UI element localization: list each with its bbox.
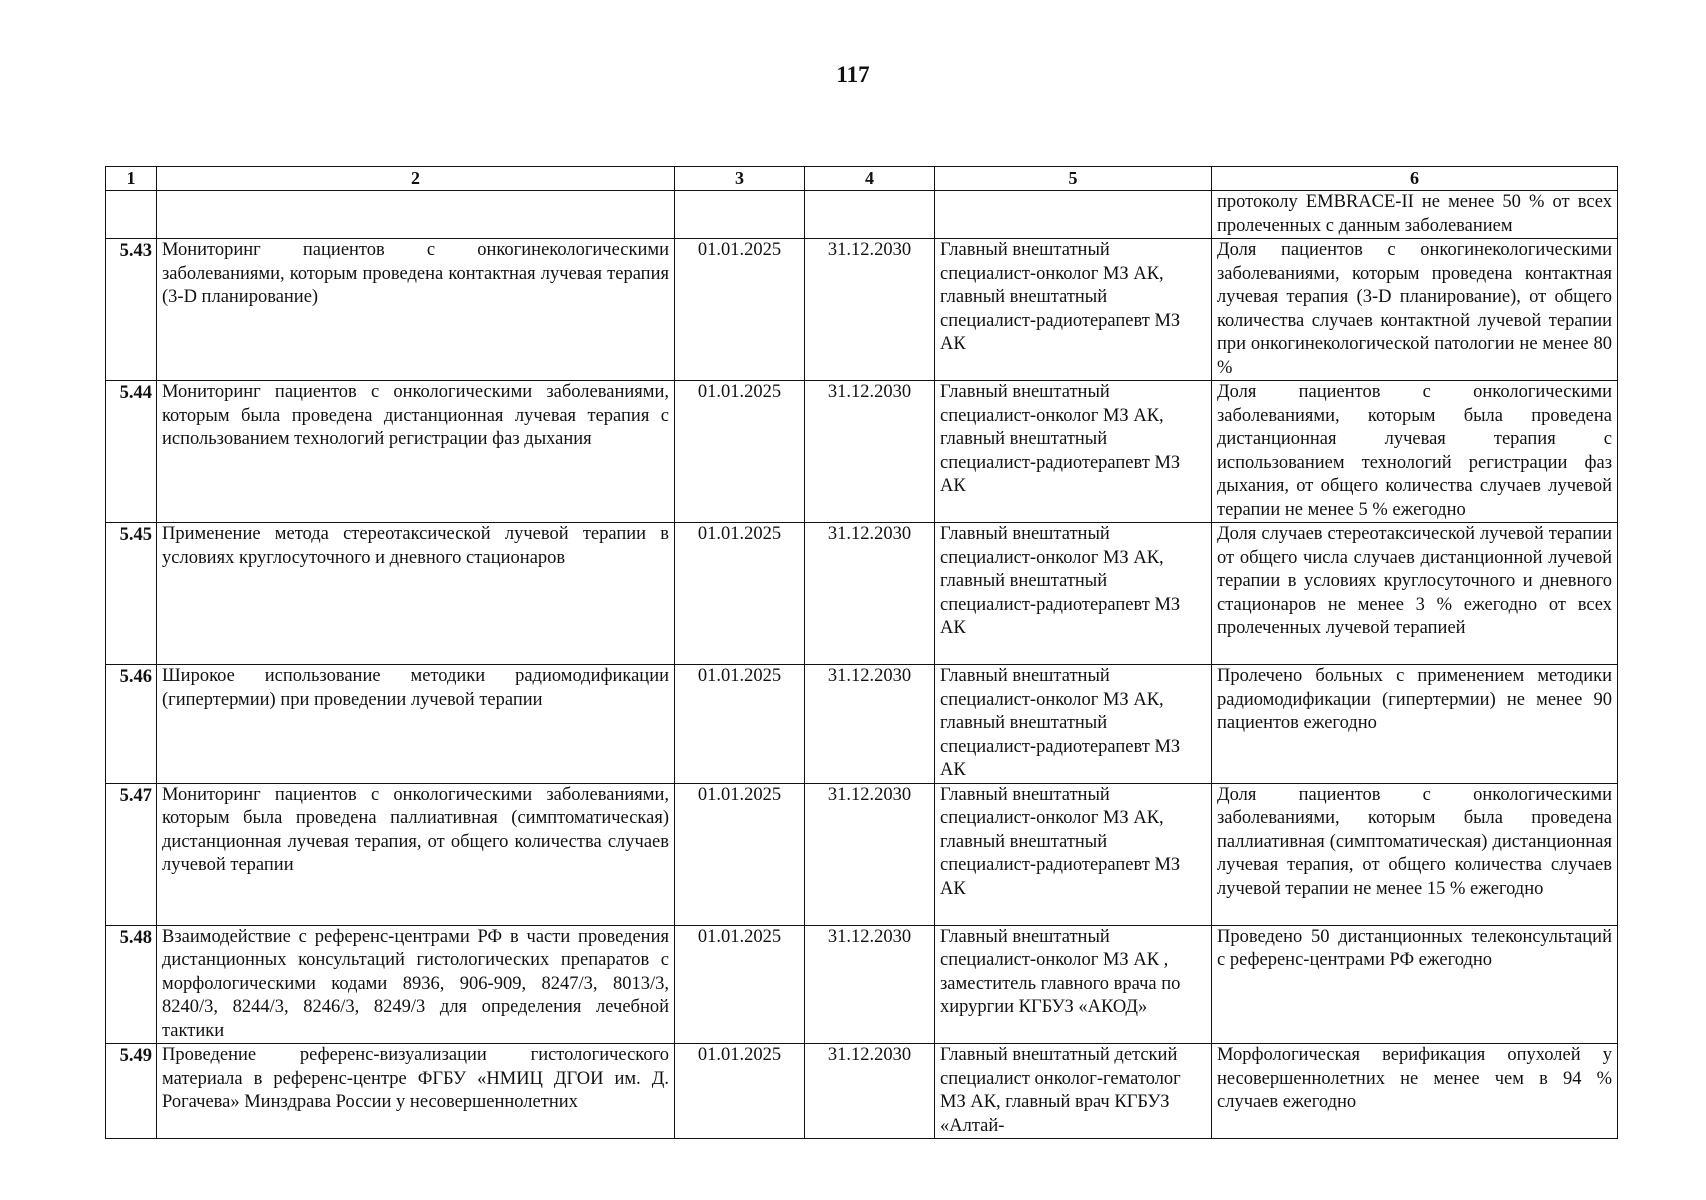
item-number: 5.44 xyxy=(106,381,157,523)
responsible-cell: Главный внештатный специалист-онколог МЗ АК, главный внештатный специалист-радиотерапевт МЗ АК xyxy=(935,523,1212,665)
table-row xyxy=(106,925,1618,1044)
responsible-cell: Главный внештатный специалист-онколог МЗ АК, главный внештатный специалист-радиотерапевт МЗ АК xyxy=(935,239,1212,381)
activity-cell: Применение метода стереотаксической лучевой терапии в условиях круглосуточного и дневного стационаров xyxy=(157,523,675,665)
responsible-cell: Главный внештатный специалист-онколог МЗ АК , заместитель главного врача по хирургии КГБУЗ «АКОД» xyxy=(935,925,1212,1044)
end-date-cell: 31.12.2030 xyxy=(805,783,935,925)
table-row xyxy=(106,665,1618,784)
item-number: 5.43 xyxy=(106,239,157,381)
item-number: 5.48 xyxy=(106,925,157,1044)
end-date-cell: 31.12.2030 xyxy=(805,1044,935,1139)
start-date-cell: 01.01.2025 xyxy=(675,381,805,523)
item-number: 5.47 xyxy=(106,783,157,925)
cell-empty xyxy=(157,191,675,239)
activity-cell: Проведение референс-визуализации гистологического материала в референс-центре ФГБУ «НМИЦ ДГОИ им. Д. Рогачева» Минздрава России у несовершеннолетних xyxy=(157,1044,675,1139)
result-cell: протоколу EMBRACE-II не менее 50 % от всех пролеченных с данным заболеванием xyxy=(1212,191,1618,239)
column-header: 6 xyxy=(1212,167,1618,191)
start-date-cell: 01.01.2025 xyxy=(675,1044,805,1139)
activity-cell: Мониторинг пациентов с онкологическими заболеваниями, которым была проведена паллиативная (симптоматическая) дистанционная лучевая терапия, от общего количества случаев лучевой терапии xyxy=(157,783,675,925)
start-date-cell: 01.01.2025 xyxy=(675,925,805,1044)
responsible-cell: Главный внештатный специалист-онколог МЗ АК, главный внештатный специалист-радиотерапевт МЗ АК xyxy=(935,381,1212,523)
result-cell: Морфологическая верификация опухолей у несовершеннолетних не менее чем в 94 % случаев ежегодно xyxy=(1212,1044,1618,1139)
table-row xyxy=(106,381,1618,523)
page-number: 117 xyxy=(836,62,870,87)
column-header: 1 xyxy=(106,167,157,191)
responsible-cell: Главный внештатный специалист-онколог МЗ АК, главный внештатный специалист-радиотерапевт МЗ АК xyxy=(935,665,1212,784)
activity-cell: Мониторинг пациентов с онкологическими заболеваниями, которым была проведена дистанционная лучевая терапия с использованием технологий регистрации фаз дыхания xyxy=(157,381,675,523)
result-cell: Проведено 50 дистанционных телеконсультаций с референс-центрами РФ ежегодно xyxy=(1212,925,1618,1044)
end-date-cell: 31.12.2030 xyxy=(805,665,935,784)
cell-empty xyxy=(935,191,1212,239)
cell-empty xyxy=(805,191,935,239)
responsible-cell: Главный внештатный специалист-онколог МЗ АК, главный внештатный специалист-радиотерапевт МЗ АК xyxy=(935,783,1212,925)
end-date-cell: 31.12.2030 xyxy=(805,925,935,1044)
item-number: 5.46 xyxy=(106,665,157,784)
cell-empty xyxy=(106,191,157,239)
result-cell: Доля случаев стереотаксической лучевой терапии от общего числа случаев дистанционной лучевой терапии в условиях круглосуточного и дневного стационаров не менее 3 % ежегодно от всех пролеченных лучевой терапией xyxy=(1212,523,1618,665)
activity-cell: Взаимодействие с референс-центрами РФ в части проведения дистанционных консультаций гистологических препаратов с морфологическими кодами 8936, 906-909, 8247/3, 8013/3, 8240/3, 8244/3, 8246/3, 8249/3 для определения лечебной тактики xyxy=(157,925,675,1044)
table-row xyxy=(106,783,1618,925)
result-cell: Пролечено больных с применением методики радиомодификации (гипертермии) не менее 90 пациентов ежегодно xyxy=(1212,665,1618,784)
measures-table xyxy=(105,166,1618,1139)
start-date-cell: 01.01.2025 xyxy=(675,783,805,925)
end-date-cell: 31.12.2030 xyxy=(805,239,935,381)
table-row xyxy=(106,1044,1618,1139)
column-header: 2 xyxy=(157,167,675,191)
start-date-cell: 01.01.2025 xyxy=(675,523,805,665)
activity-cell: Мониторинг пациентов с онкогинекологическими заболеваниями, которым проведена контактная лучевая терапия (3-D планирование) xyxy=(157,239,675,381)
start-date-cell: 01.01.2025 xyxy=(675,239,805,381)
table-row-continuation xyxy=(106,191,1618,239)
table-row xyxy=(106,239,1618,381)
result-cell: Доля пациентов с онкологическими заболеваниями, которым была проведена дистанционная лучевая терапия с использованием технологий регистрации фаз дыхания, от общего количества случаев лучевой терапии не менее 5 % ежегодно xyxy=(1212,381,1618,523)
result-cell: Доля пациентов с онкологическими заболеваниями, которым была проведена паллиативная (симптоматическая) дистанционная лучевая терапия, от общего количества случаев лучевой терапии не менее 15 % ежегодно xyxy=(1212,783,1618,925)
end-date-cell: 31.12.2030 xyxy=(805,381,935,523)
result-cell: Доля пациентов с онкогинекологическими заболеваниями, которым проведена контактная лучевая терапия (3-D планирование), от общего количества случаев контактной лучевой терапии при онкогинекологической патологии не менее 80 % xyxy=(1212,239,1618,381)
column-header: 3 xyxy=(675,167,805,191)
end-date-cell: 31.12.2030 xyxy=(805,523,935,665)
item-number: 5.45 xyxy=(106,523,157,665)
column-header: 4 xyxy=(805,167,935,191)
start-date-cell: 01.01.2025 xyxy=(675,665,805,784)
activity-cell: Широкое использование методики радиомодификации (гипертермии) при проведении лучевой терапии xyxy=(157,665,675,784)
column-header: 5 xyxy=(935,167,1212,191)
column-number-row xyxy=(106,167,1618,191)
item-number: 5.49 xyxy=(106,1044,157,1139)
responsible-cell: Главный внештатный детский специалист онколог-гематолог МЗ АК, главный врач КГБУЗ «Алтай- xyxy=(935,1044,1212,1139)
table-row xyxy=(106,523,1618,665)
cell-empty xyxy=(675,191,805,239)
